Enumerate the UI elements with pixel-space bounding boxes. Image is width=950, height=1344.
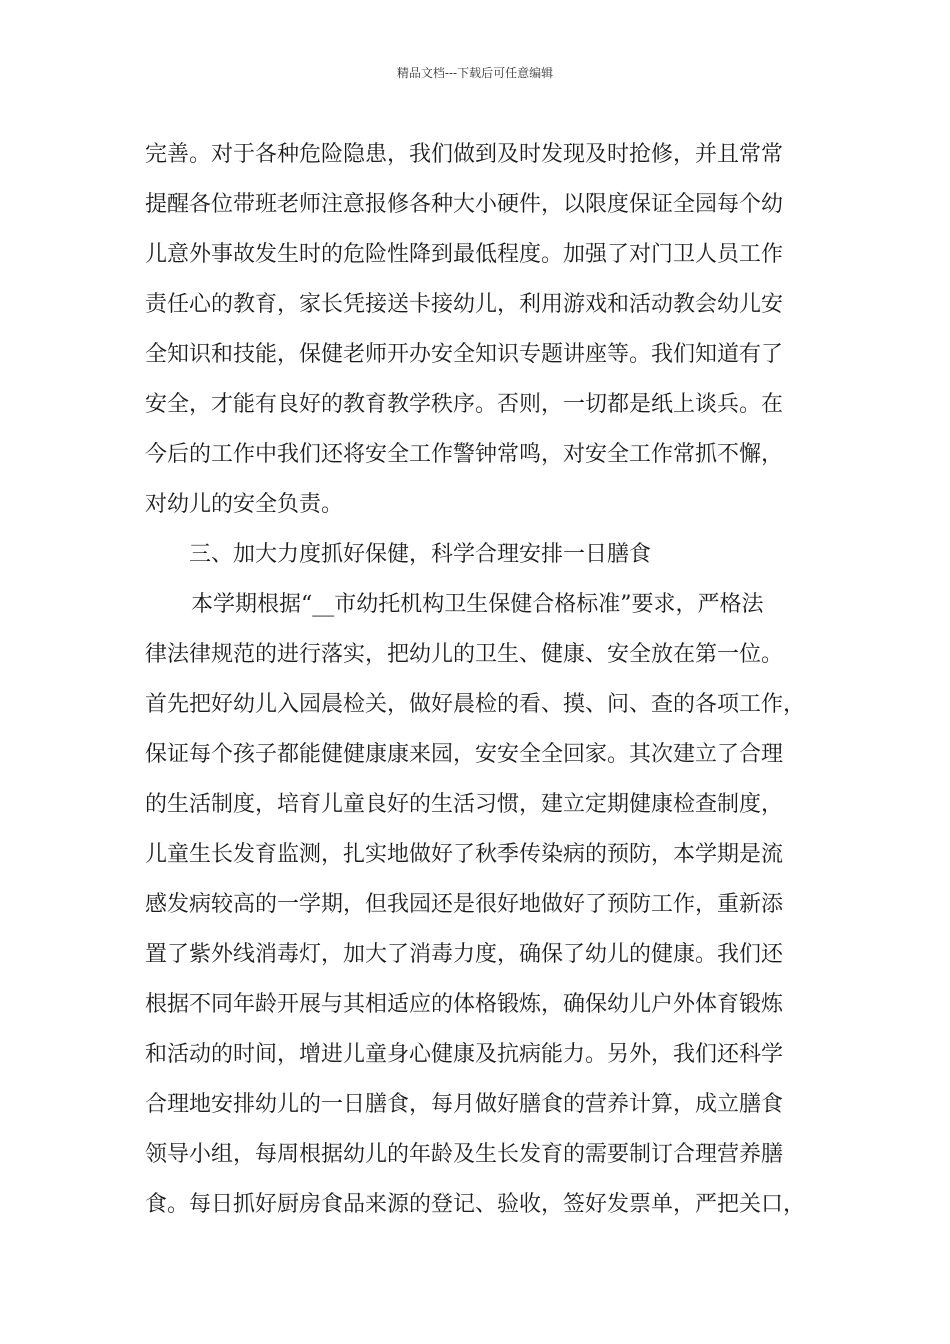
text-line: 儿意外事故发生时的危险性降到最低程度。加强了对门卫人员工作 [145, 242, 784, 267]
page-header: 精品文档---下载后可任意编辑 [396, 66, 554, 80]
text-line: 律法律规范的进行落实，把幼儿的卫生、健康、安全放在第一位。 [145, 642, 784, 667]
text-line: 感发病较高的一学期，但我园还是很好地做好了预防工作，重新添 [145, 892, 784, 917]
section-heading: 三、加大力度抓好保健，科学合理安排一日膳食 [189, 542, 652, 567]
text-line: 本学期根据“__市幼托机构卫生保健合格标准”要求，严格法 [191, 592, 764, 617]
document-body [145, 130, 835, 1230]
text-line: 今后的工作中我们还将安全工作警钟常鸣，对安全工作常抓不懈， [145, 442, 784, 467]
text-line: 对幼儿的安全负责。 [145, 492, 344, 517]
text-line: 全知识和技能，保健老师开办安全知识专题讲座等。我们知道有了 [145, 342, 784, 367]
text-line: 安全，才能有良好的教育教学秩序。否则，一切都是纸上谈兵。在 [145, 392, 784, 417]
text-line: 的生活制度，培育儿童良好的生活习惯，建立定期健康检查制度， [145, 792, 784, 817]
text-line: 和活动的时间，增进儿童身心健康及抗病能力。另外，我们还科学 [145, 1042, 784, 1067]
text-line: 置了紫外线消毒灯，加大了消毒力度，确保了幼儿的健康。我们还 [145, 942, 784, 967]
text-line: 领导小组，每周根据幼儿的年龄及生长发育的需要制订合理营养膳 [145, 1142, 784, 1167]
text-line: 保证每个孩子都能健健康康来园，安安全全回家。其次建立了合理 [145, 742, 784, 767]
text-line: 责任心的教育，家长凭接送卡接幼儿，利用游戏和活动教会幼儿安 [145, 292, 784, 317]
text-line: 儿童生长发育监测，扎实地做好了秋季传染病的预防，本学期是流 [145, 842, 784, 867]
text-line: 完善。对于各种危险隐患，我们做到及时发现及时抢修，并且常常 [145, 142, 784, 167]
text-line: 根据不同年龄开展与其相适应的体格锻炼，确保幼儿户外体育锻炼 [145, 992, 784, 1017]
text-line: 食。每日抓好厨房食品来源的登记、验收，签好发票单，严把关口， [145, 1192, 806, 1217]
text-line: 首先把好幼儿入园晨检关，做好晨检的看、摸、问、查的各项工作， [145, 692, 806, 717]
text-line: 提醒各位带班老师注意报修各种大小硬件，以限度保证全园每个幼 [145, 192, 784, 217]
text-line: 合理地安排幼儿的一日膳食，每月做好膳食的营养计算，成立膳食 [145, 1092, 784, 1117]
